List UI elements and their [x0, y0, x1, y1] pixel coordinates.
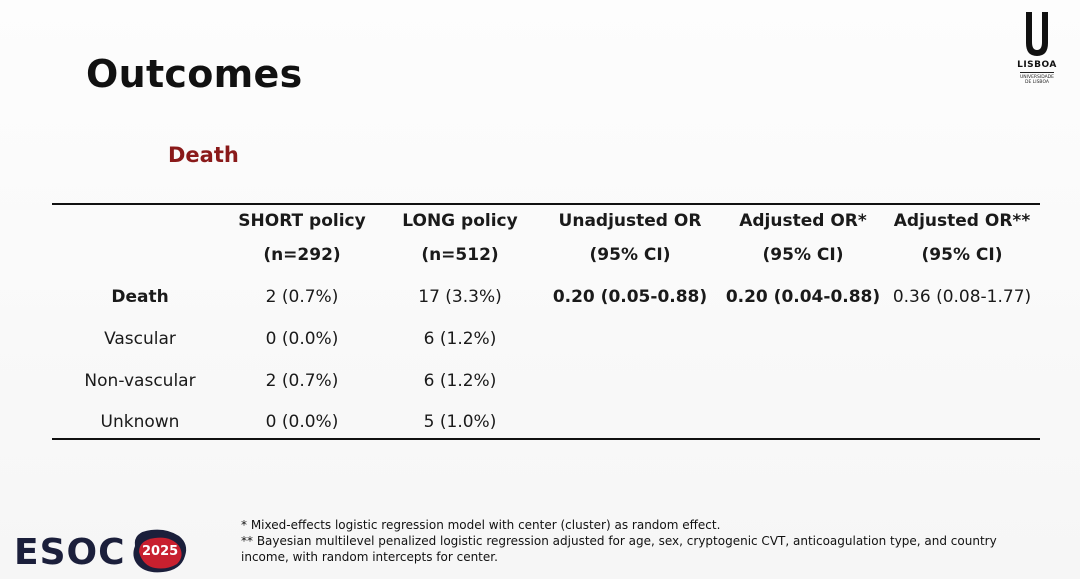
table-top-rule	[52, 203, 1040, 205]
table-cell: 2 (0.7%)	[265, 371, 339, 391]
table-cell: 0.36 (0.08-1.77)	[892, 287, 1032, 307]
table-cell: 2 (0.7%)	[265, 287, 339, 307]
row-label-unknown: Unknown	[100, 412, 180, 432]
logo-sub-line2: DE LISBOA	[1025, 80, 1049, 85]
logo-divider	[1020, 72, 1054, 73]
logo-sub-line1: UNIVERSIDADE	[1020, 75, 1054, 80]
header-unadjusted-ci: (95% CI)	[589, 245, 671, 265]
header-adjusted-ci-1: (95% CI)	[762, 245, 844, 265]
section-subtitle: Death	[168, 143, 239, 167]
u-letter-icon	[1022, 10, 1052, 58]
footnote-2: ** Bayesian multilevel penalized logistic regression adjusted for age, sex, cryptogenic CVT, anticoagulation type, and country income, with random intercepts for center.	[241, 534, 997, 564]
logo-name: LISBOA	[1017, 60, 1057, 70]
header-adjusted-or-2: Adjusted OR**	[893, 211, 1031, 231]
table-cell: 17 (3.3%)	[418, 287, 502, 307]
row-label-death: Death	[111, 287, 169, 307]
table-cell: 0 (0.0%)	[265, 329, 339, 349]
table-cell: 0.20 (0.05-0.88)	[552, 287, 708, 307]
header-unadjusted-or: Unadjusted OR	[558, 211, 702, 231]
esoc-logo	[12, 522, 192, 577]
table-bottom-rule	[52, 438, 1040, 440]
row-label-vascular: Vascular	[104, 329, 176, 349]
table-cell: 6 (1.2%)	[423, 371, 497, 391]
header-short-n: (n=292)	[263, 245, 341, 265]
header-adjusted-ci-2: (95% CI)	[921, 245, 1003, 265]
university-logo	[1012, 10, 1062, 102]
header-long-policy: LONG policy	[402, 211, 518, 231]
table-cell: 6 (1.2%)	[423, 329, 497, 349]
header-short-policy: SHORT policy	[238, 211, 366, 231]
table-cell: 0 (0.0%)	[265, 412, 339, 432]
slide-title: Outcomes	[86, 52, 303, 96]
header-adjusted-or-1: Adjusted OR*	[739, 211, 867, 231]
footnotes	[241, 517, 1041, 565]
esoc-name: ESOC	[14, 532, 126, 573]
header-long-n: (n=512)	[421, 245, 499, 265]
row-label-non-vascular: Non-vascular	[84, 371, 196, 391]
table-cell: 5 (1.0%)	[423, 412, 497, 432]
table-cell: 0.20 (0.04-0.88)	[725, 287, 881, 307]
footnote-1: * Mixed-effects logistic regression model with center (cluster) as random effect.	[241, 518, 721, 532]
esoc-year: 2025	[142, 544, 179, 559]
